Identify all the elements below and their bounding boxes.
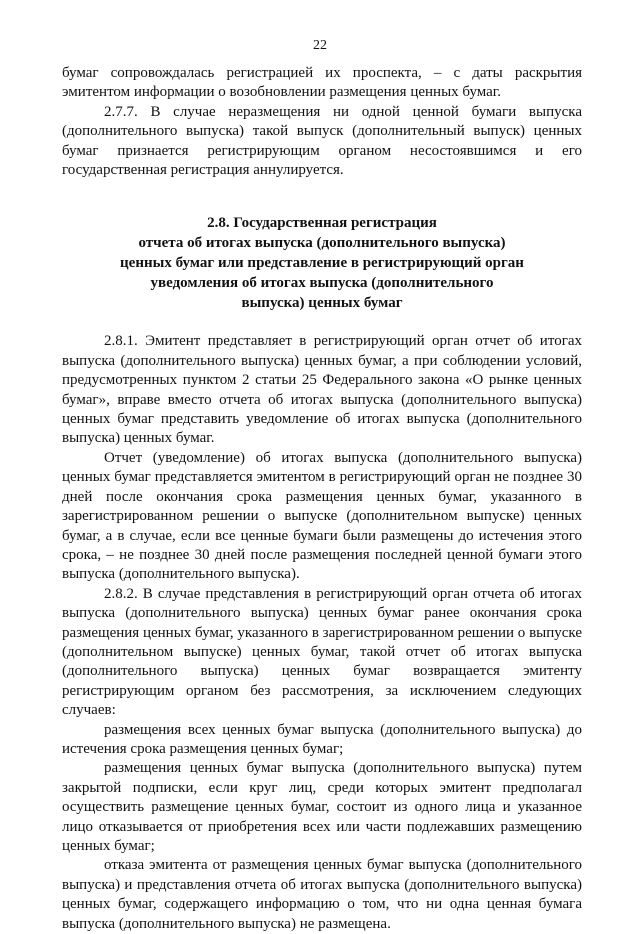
paragraph-2-8-1: 2.8.1. Эмитент представляет в регистрирующий орган отчет об итогах выпуска (дополнительного выпуска) ценных бумаг, а при соблюдении условий, предусмотренных пунктом 2 статьи 25 Федерального закона «О рынке ценных бумаг», вправе вместо отчета об итогах выпуска (дополнительного выпуска) ценных бумаг представить уведомление об итогах выпуска (дополнительного выпуска) ценных бумаг. (62, 333, 582, 447)
heading-line: отчета об итогах выпуска (дополнительного выпуска) (138, 235, 506, 252)
list-item-issuer-refusal: отказа эмитента от размещения ценных бумаг выпуска (дополнительного выпуска) и представления отчета об итогах выпуска (дополнительного выпуска) ценных бумаг, содержащего информацию о том, что ни одна ценная бумага выпуска (дополнительного выпуска) не размещена. (62, 857, 582, 932)
paragraph-2-7-7: 2.7.7. В случае неразмещения ни одной ценной бумаги выпуска (дополнительного выпуска) такой выпуск (дополнительный выпуск) ценных бумаг признается регистрирующим органом несостоявшимся и его государственная регистрация аннулируется. (62, 103, 582, 179)
heading-line: ценных бумаг или представление в регистрирующий орган (120, 255, 524, 272)
list-item-full-placement: размещения всех ценных бумаг выпуска (дополнительного выпуска) до истечения срока размещения ценных бумаг; (62, 721, 582, 757)
heading-line: выпуска) ценных бумаг (241, 295, 403, 312)
document-body (62, 64, 582, 934)
heading-line: уведомления об итогах выпуска (дополнительного (150, 275, 494, 292)
heading-line: 2.8. Государственная регистрация (207, 215, 437, 232)
list-item-closed-subscription: размещения ценных бумаг выпуска (дополнительного выпуска) путем закрытой подписки, если круг лиц, среди которых эмитент предполагал осуществить размещение ценных бумаг, состоит из одного лица и указанное лицо отказывается от приобретения всех или части подлежавших размещению ценных бумаг; (62, 760, 582, 854)
page-number: 22 (313, 38, 327, 53)
section-heading (62, 213, 582, 313)
paragraph-2-8-2: 2.8.2. В случае представления в регистрирующий орган отчета об итогах выпуска (дополнительного выпуска) ценных бумаг ранее окончания срока размещения ценных бумаг, указанного в зарегистрированном решении о выпуске (дополнительном выпуске) ценных бумаг, такой отчет об итогах выпуска (дополнительного выпуска) ценных бумаг возвращается эмитенту регистрирующим органом без рассмотрения, за исключением следующих случаев: (62, 585, 582, 719)
paragraph-report-deadline: Отчет (уведомление) об итогах выпуска (дополнительного выпуска) ценных бумаг представляется эмитентом в регистрирующий орган не позднее 30 дней после окончания срока размещения ценных бумаг, указанного в зарегистрированном решении о выпуске (дополнительном выпуске) ценных бумаг, а в случае, если все ценные бумаги были размещены до истечения этого срока, – не позднее 30 дней после размещения последней ценной бумаги этого выпуска (дополнительного выпуска). (62, 449, 582, 583)
paragraph-continuation: бумаг сопровождалась регистрацией их проспекта, – с даты раскрытия эмитентом информации о возобновлении размещения ценных бумаг. (62, 65, 582, 101)
